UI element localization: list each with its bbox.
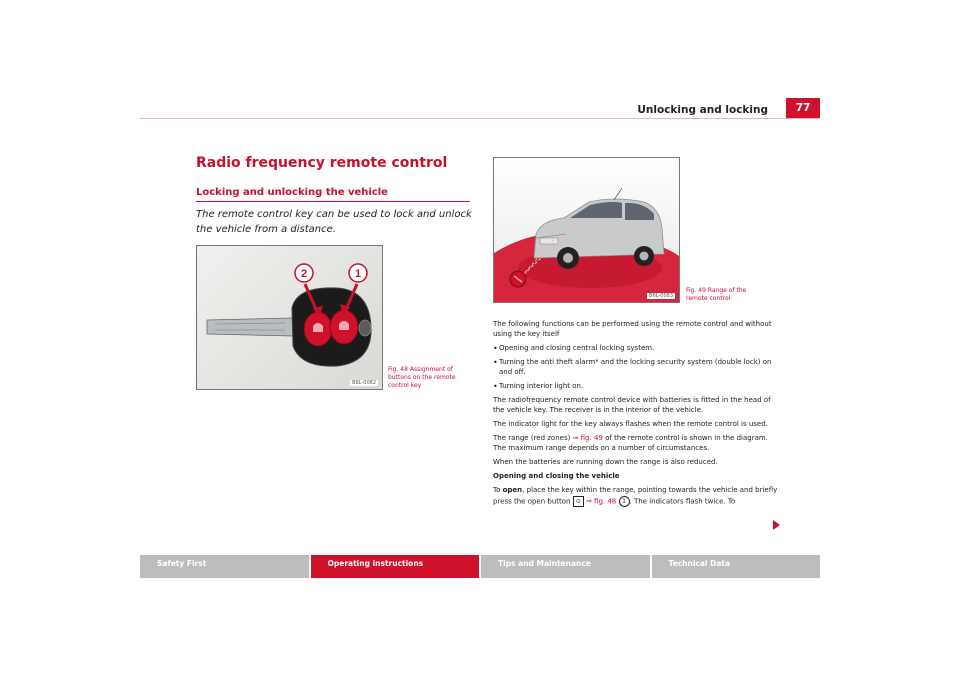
callout-2-label: 2: [300, 268, 308, 280]
paragraph-heading: Opening and closing the vehicle: [493, 471, 620, 480]
section-title: Radio frequency remote control: [196, 155, 448, 171]
figure-reference-link[interactable]: ⇒ fig. 49: [572, 433, 603, 442]
nav-technical-data[interactable]: Technical Data: [652, 555, 821, 578]
car-range-illustration: [494, 158, 679, 302]
figure-remote-range: [493, 157, 680, 303]
callout-number: 1: [619, 496, 630, 507]
figure-48-caption: Fig. 48 Assignment of buttons on the remote control key: [388, 366, 456, 389]
intro-text: The remote control key can be used to lock and unlock the vehicle from a distance.: [196, 209, 472, 235]
subsection-rule: [196, 201, 470, 202]
nav-tips-and-maintenance[interactable]: Tips and Maintenance: [481, 555, 650, 578]
body-paragraph: The radiofrequency remote control device with batteries is fitted in the head of the vehicle key. The receiver is in the interior of the vehicle.: [493, 395, 771, 414]
callout-1-label: 1: [354, 268, 362, 280]
header-rule: [140, 118, 820, 119]
list-item: • Opening and closing central locking system.: [493, 343, 655, 353]
bullet-icon: •: [493, 381, 498, 391]
page-header-title: Unlocking and locking: [637, 104, 768, 116]
nav-operating-instructions[interactable]: Operating instructions: [311, 555, 480, 578]
nav-safety-first[interactable]: Safety First: [140, 555, 309, 578]
page-number: 77: [786, 98, 820, 118]
body-paragraph: When the batteries are running down the range is also reduced.: [493, 457, 718, 466]
footer-nav: [140, 555, 820, 578]
figure-49-caption: Fig. 49 Range of the remote control: [686, 287, 747, 302]
bullet-icon: •: [493, 343, 498, 353]
body-paragraph: The range (red zones) ⇒ fig. 49 of the remote control is shown in the diagram. The maximum range depends on a number of circumstances.: [493, 433, 768, 452]
open-button-icon: ⊙: [573, 496, 584, 507]
remote-key-illustration: [197, 246, 382, 389]
figure-code: B6L-0082: [352, 380, 376, 386]
continue-arrow-icon: [773, 520, 780, 530]
body-paragraph: The indicator light for the key always flashes when the remote control is used.: [493, 419, 768, 428]
list-item: • Turning the anti theft alarm* and the locking security system (double lock) on and off.: [493, 357, 772, 376]
figure-reference-link[interactable]: ⇒ fig. 48: [585, 497, 617, 506]
figure-remote-key: [196, 245, 383, 390]
figure-code: B6L-0083: [649, 293, 673, 299]
body-text: [493, 320, 783, 511]
body-paragraph: To open, place the key within the range, pointing towards the vehicle and briefly press the open button ⊙ ⇒ fig. 48 1 . The indicators flash twice. To: [493, 486, 778, 506]
list-item: • Turning interior light on.: [493, 381, 584, 391]
bullet-icon: •: [493, 357, 498, 367]
subsection-title: Locking and unlocking the vehicle: [196, 187, 388, 198]
body-paragraph: The following functions can be performed using the remote control and without using the key itself: [493, 320, 772, 338]
